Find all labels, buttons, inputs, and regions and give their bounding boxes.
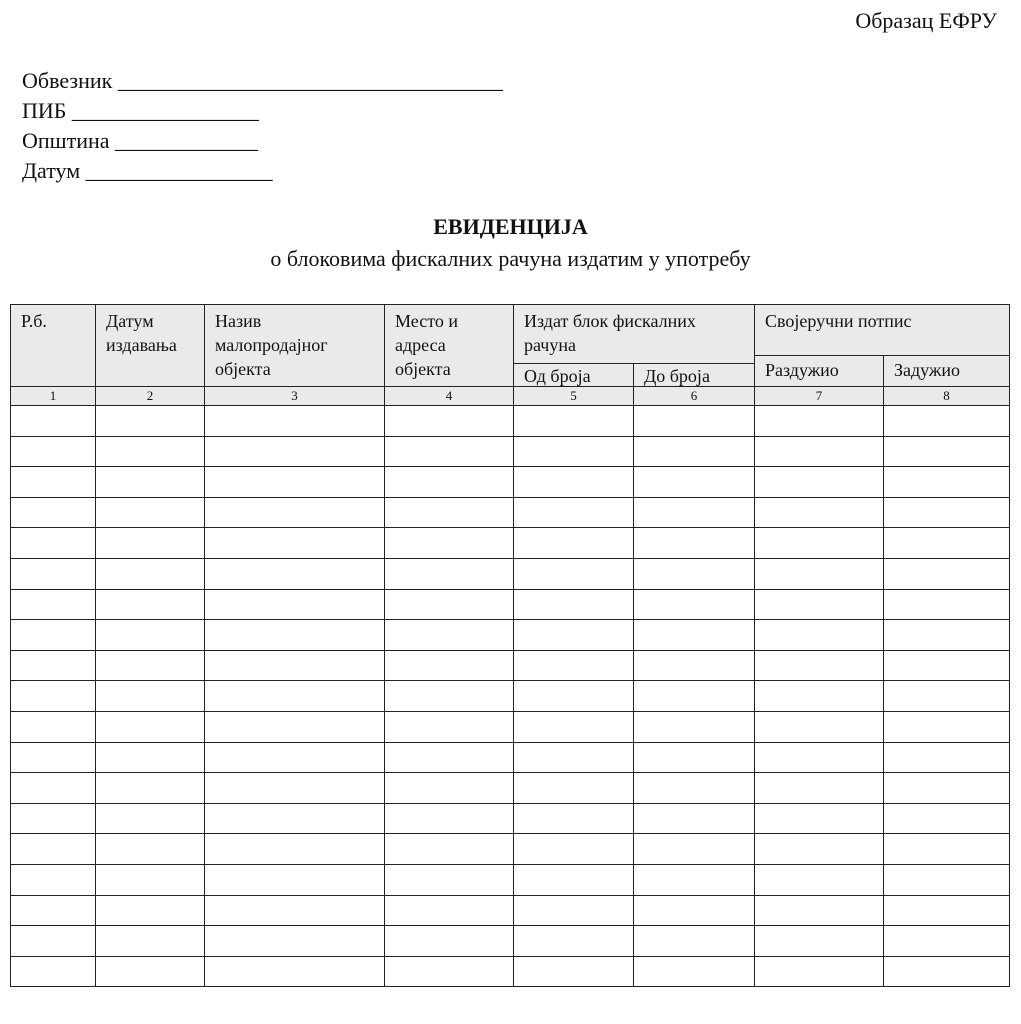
table-cell[interactable] bbox=[634, 834, 755, 865]
column-number: 6 bbox=[634, 387, 755, 406]
table-cell[interactable] bbox=[514, 681, 634, 712]
header-fields bbox=[22, 66, 503, 186]
header-date: Датум издавања bbox=[96, 305, 205, 387]
table-cell[interactable] bbox=[514, 926, 634, 957]
table-cell[interactable] bbox=[205, 803, 385, 834]
header-issued-block: Издат блок фискалних рачуна bbox=[514, 305, 755, 364]
table-cell[interactable] bbox=[755, 528, 884, 559]
header-signature: Својеручни потпис bbox=[755, 305, 1010, 356]
table-cell[interactable] bbox=[634, 558, 755, 589]
table-cell[interactable] bbox=[96, 528, 205, 559]
table-cell[interactable] bbox=[514, 773, 634, 804]
table-cell[interactable] bbox=[514, 803, 634, 834]
table-cell[interactable] bbox=[385, 895, 514, 926]
table-cell[interactable] bbox=[96, 650, 205, 681]
table-row bbox=[11, 864, 1010, 895]
table-cell[interactable] bbox=[385, 528, 514, 559]
table-row bbox=[11, 773, 1010, 804]
table-cell[interactable] bbox=[514, 864, 634, 895]
table-cell[interactable] bbox=[205, 528, 385, 559]
table-cell[interactable] bbox=[11, 467, 96, 498]
table-cell[interactable] bbox=[11, 406, 96, 437]
column-number: 1 bbox=[11, 387, 96, 406]
table-row bbox=[11, 620, 1010, 651]
field-label: Општина bbox=[22, 128, 110, 153]
table-cell[interactable] bbox=[514, 742, 634, 773]
table-cell[interactable] bbox=[205, 773, 385, 804]
table-cell[interactable] bbox=[634, 864, 755, 895]
table-cell[interactable] bbox=[884, 650, 1010, 681]
column-number: 2 bbox=[96, 387, 205, 406]
header-place: Место и адреса објекта bbox=[385, 305, 514, 387]
table-cell[interactable] bbox=[385, 650, 514, 681]
table-cell[interactable] bbox=[385, 773, 514, 804]
table-cell[interactable] bbox=[205, 926, 385, 957]
table-cell[interactable] bbox=[205, 436, 385, 467]
table-cell[interactable] bbox=[11, 803, 96, 834]
table-row bbox=[11, 650, 1010, 681]
table-cell[interactable] bbox=[634, 681, 755, 712]
table-cell[interactable] bbox=[634, 773, 755, 804]
header-discharged: Раздужио bbox=[755, 356, 884, 387]
table-cell[interactable] bbox=[634, 956, 755, 987]
table-cell[interactable] bbox=[884, 497, 1010, 528]
table-cell[interactable] bbox=[385, 406, 514, 437]
table-cell[interactable] bbox=[884, 773, 1010, 804]
table-cell[interactable] bbox=[634, 803, 755, 834]
table-cell[interactable] bbox=[884, 864, 1010, 895]
field-label: Датум bbox=[22, 158, 81, 183]
table-cell[interactable] bbox=[884, 589, 1010, 620]
table-cell[interactable] bbox=[634, 620, 755, 651]
table-cell[interactable] bbox=[755, 956, 884, 987]
table-cell[interactable] bbox=[884, 620, 1010, 651]
table-cell[interactable] bbox=[755, 742, 884, 773]
table-cell[interactable] bbox=[385, 956, 514, 987]
table-cell[interactable] bbox=[11, 558, 96, 589]
table-cell[interactable] bbox=[634, 497, 755, 528]
table-cell[interactable] bbox=[884, 406, 1010, 437]
field-label: Обвезник bbox=[22, 68, 113, 93]
table-cell[interactable] bbox=[11, 926, 96, 957]
table-cell[interactable] bbox=[205, 895, 385, 926]
table-cell[interactable] bbox=[755, 467, 884, 498]
column-number: 3 bbox=[205, 387, 385, 406]
table-cell[interactable] bbox=[884, 926, 1010, 957]
register-table bbox=[10, 304, 1010, 987]
table-cell[interactable] bbox=[514, 558, 634, 589]
table-cell[interactable] bbox=[884, 681, 1010, 712]
table-row bbox=[11, 956, 1010, 987]
table-cell[interactable] bbox=[96, 864, 205, 895]
table-cell[interactable] bbox=[755, 650, 884, 681]
table-cell[interactable] bbox=[205, 406, 385, 437]
table-cell[interactable] bbox=[205, 742, 385, 773]
table-cell[interactable] bbox=[514, 895, 634, 926]
table-cell[interactable] bbox=[96, 558, 205, 589]
table-cell[interactable] bbox=[385, 589, 514, 620]
table-cell[interactable] bbox=[884, 742, 1010, 773]
column-number: 7 bbox=[755, 387, 884, 406]
table-cell[interactable] bbox=[11, 436, 96, 467]
header-to-number: До броја bbox=[634, 364, 755, 387]
header-name: Назив малопродајног објекта bbox=[205, 305, 385, 387]
field-taxpayer bbox=[22, 66, 503, 96]
table-cell[interactable] bbox=[96, 926, 205, 957]
table-cell[interactable] bbox=[634, 895, 755, 926]
table-cell[interactable] bbox=[884, 956, 1010, 987]
table-cell[interactable] bbox=[514, 650, 634, 681]
table-cell[interactable] bbox=[634, 650, 755, 681]
header-charged: Задужио bbox=[884, 356, 1010, 387]
table-cell[interactable] bbox=[634, 926, 755, 957]
table-cell[interactable] bbox=[514, 834, 634, 865]
table-cell[interactable] bbox=[385, 864, 514, 895]
field-blank[interactable]: _________________ bbox=[71, 98, 259, 123]
table-cell[interactable] bbox=[514, 528, 634, 559]
table-cell[interactable] bbox=[755, 864, 884, 895]
table-row bbox=[11, 895, 1010, 926]
table-row bbox=[11, 528, 1010, 559]
table-cell[interactable] bbox=[11, 773, 96, 804]
header-rb: Р.б. bbox=[11, 305, 96, 387]
table-cell[interactable] bbox=[385, 620, 514, 651]
document-title: ЕВИДЕНЦИЈА bbox=[433, 214, 588, 239]
table-cell[interactable] bbox=[884, 467, 1010, 498]
table-cell[interactable] bbox=[96, 497, 205, 528]
field-municipality bbox=[22, 126, 503, 156]
table-cell[interactable] bbox=[514, 711, 634, 742]
table-cell[interactable] bbox=[385, 436, 514, 467]
table-cell[interactable] bbox=[96, 681, 205, 712]
table-row bbox=[11, 742, 1010, 773]
table-cell[interactable] bbox=[634, 742, 755, 773]
table-cell[interactable] bbox=[514, 436, 634, 467]
table-cell[interactable] bbox=[96, 956, 205, 987]
field-pib bbox=[22, 96, 503, 126]
table-cell[interactable] bbox=[11, 681, 96, 712]
table-cell[interactable] bbox=[11, 956, 96, 987]
table-cell[interactable] bbox=[205, 681, 385, 712]
table-cell[interactable] bbox=[385, 681, 514, 712]
table-cell[interactable] bbox=[11, 895, 96, 926]
table-cell[interactable] bbox=[11, 711, 96, 742]
table-cell[interactable] bbox=[96, 620, 205, 651]
table-cell[interactable] bbox=[11, 742, 96, 773]
table-cell[interactable] bbox=[11, 650, 96, 681]
table-cell[interactable] bbox=[884, 834, 1010, 865]
column-number: 4 bbox=[385, 387, 514, 406]
table-cell[interactable] bbox=[205, 956, 385, 987]
table-cell[interactable] bbox=[755, 406, 884, 437]
table-row bbox=[11, 803, 1010, 834]
table-cell[interactable] bbox=[514, 620, 634, 651]
register-body bbox=[11, 406, 1010, 987]
column-number: 5 bbox=[514, 387, 634, 406]
table-cell[interactable] bbox=[205, 650, 385, 681]
column-number: 8 bbox=[884, 387, 1010, 406]
table-cell[interactable] bbox=[205, 864, 385, 895]
table-cell[interactable] bbox=[205, 497, 385, 528]
table-cell[interactable] bbox=[205, 589, 385, 620]
table-cell[interactable] bbox=[96, 895, 205, 926]
table-cell[interactable] bbox=[514, 956, 634, 987]
table-cell[interactable] bbox=[634, 711, 755, 742]
table-cell[interactable] bbox=[884, 711, 1010, 742]
table-row bbox=[11, 406, 1010, 437]
table-cell[interactable] bbox=[634, 436, 755, 467]
table-cell[interactable] bbox=[755, 497, 884, 528]
table-cell[interactable] bbox=[634, 589, 755, 620]
table-cell[interactable] bbox=[755, 558, 884, 589]
table-cell[interactable] bbox=[96, 742, 205, 773]
table-cell[interactable] bbox=[96, 803, 205, 834]
table-cell[interactable] bbox=[385, 497, 514, 528]
table-cell[interactable] bbox=[96, 589, 205, 620]
table-cell[interactable] bbox=[385, 742, 514, 773]
table-cell[interactable] bbox=[634, 528, 755, 559]
table-cell[interactable] bbox=[96, 773, 205, 804]
table-cell[interactable] bbox=[11, 864, 96, 895]
table-cell[interactable] bbox=[96, 711, 205, 742]
document-subtitle: о блоковима фискалних рачуна издатим у употребу bbox=[270, 246, 751, 271]
table-cell[interactable] bbox=[755, 803, 884, 834]
table-cell[interactable] bbox=[96, 436, 205, 467]
table-row bbox=[11, 467, 1010, 498]
header-from-number: Од броја bbox=[514, 364, 634, 387]
table-cell[interactable] bbox=[11, 528, 96, 559]
table-cell[interactable] bbox=[884, 436, 1010, 467]
table-cell[interactable] bbox=[884, 558, 1010, 589]
field-blank[interactable]: _________________ bbox=[85, 158, 273, 183]
table-cell[interactable] bbox=[96, 467, 205, 498]
table-cell[interactable] bbox=[514, 406, 634, 437]
table-cell[interactable] bbox=[11, 497, 96, 528]
table-cell[interactable] bbox=[385, 711, 514, 742]
table-cell[interactable] bbox=[385, 926, 514, 957]
table-cell[interactable] bbox=[634, 406, 755, 437]
table-cell[interactable] bbox=[205, 711, 385, 742]
table-cell[interactable] bbox=[385, 558, 514, 589]
table-cell[interactable] bbox=[205, 558, 385, 589]
table-cell[interactable] bbox=[96, 834, 205, 865]
field-label: ПИБ bbox=[22, 98, 67, 123]
table-row bbox=[11, 558, 1010, 589]
table-cell[interactable] bbox=[205, 834, 385, 865]
field-blank[interactable]: _____________ bbox=[115, 128, 259, 153]
table-cell[interactable] bbox=[11, 589, 96, 620]
table-row bbox=[11, 681, 1010, 712]
table-row bbox=[11, 497, 1010, 528]
table-cell[interactable] bbox=[634, 467, 755, 498]
table-cell[interactable] bbox=[11, 620, 96, 651]
table-cell[interactable] bbox=[385, 467, 514, 498]
table-cell[interactable] bbox=[755, 711, 884, 742]
table-cell[interactable] bbox=[755, 834, 884, 865]
table-cell[interactable] bbox=[884, 803, 1010, 834]
table-cell[interactable] bbox=[385, 834, 514, 865]
table-cell[interactable] bbox=[884, 528, 1010, 559]
table-cell[interactable] bbox=[755, 926, 884, 957]
table-cell[interactable] bbox=[755, 620, 884, 651]
table-row bbox=[11, 834, 1010, 865]
table-cell[interactable] bbox=[11, 834, 96, 865]
table-row bbox=[11, 711, 1010, 742]
table-row bbox=[11, 589, 1010, 620]
table-cell[interactable] bbox=[514, 497, 634, 528]
table-row bbox=[11, 926, 1010, 957]
table-cell[interactable] bbox=[205, 620, 385, 651]
table-cell[interactable] bbox=[755, 436, 884, 467]
field-blank[interactable]: ___________________________________ bbox=[117, 68, 503, 93]
table-cell[interactable] bbox=[514, 467, 634, 498]
table-cell[interactable] bbox=[96, 406, 205, 437]
table-cell[interactable] bbox=[205, 467, 385, 498]
table-cell[interactable] bbox=[755, 589, 884, 620]
form-code: Образац ЕФРУ bbox=[855, 8, 997, 33]
table-cell[interactable] bbox=[514, 589, 634, 620]
table-cell[interactable] bbox=[755, 895, 884, 926]
table-cell[interactable] bbox=[755, 681, 884, 712]
table-cell[interactable] bbox=[884, 895, 1010, 926]
table-cell[interactable] bbox=[385, 803, 514, 834]
table-row bbox=[11, 436, 1010, 467]
table-cell[interactable] bbox=[755, 773, 884, 804]
field-date bbox=[22, 156, 503, 186]
